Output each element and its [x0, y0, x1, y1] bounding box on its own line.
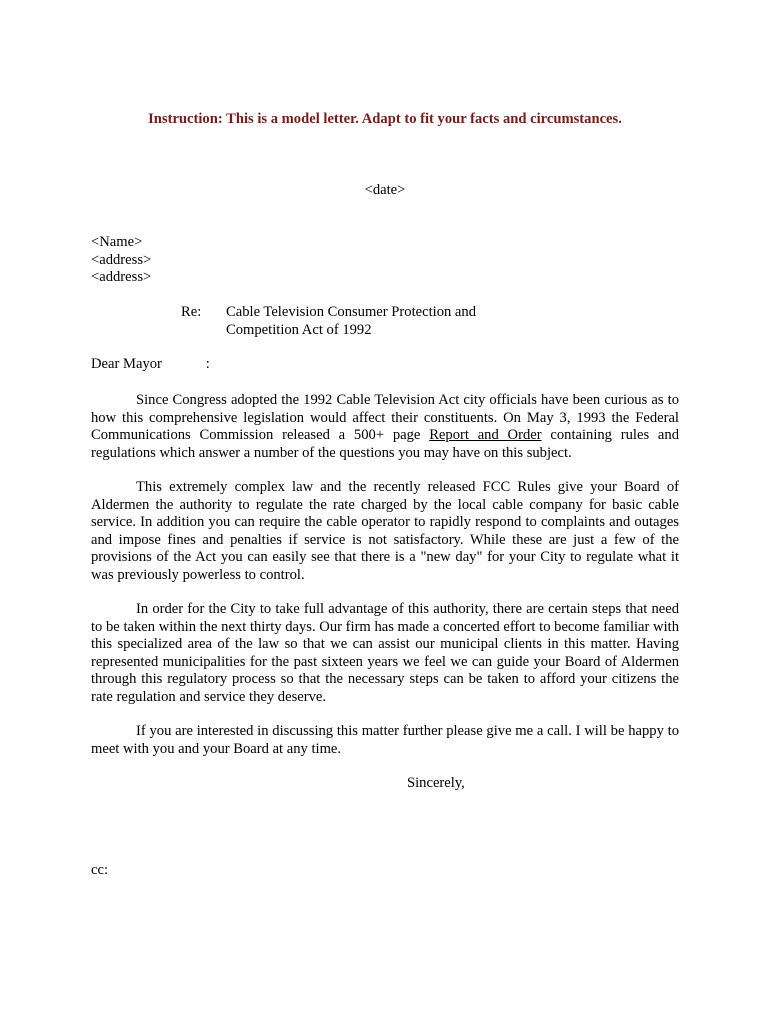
instruction-note: Instruction: This is a model letter. Adapt to fit your facts and circumstances. [148, 111, 622, 127]
body-paragraph-2: This extremely complex law and the recently released FCC Rules give your Board of Aldermen the authority to regulate the rate charged by the local cable company for basic cable service. In addition you can require the cable operator to rapidly respond to complaints and outages and impose fines and penalties if service is not satisfactory. While these are just a few of the provisions of the Act you can easily see that there is a "new day" for your City to regulate what it was previously powerless to control. [91, 479, 679, 583]
date-placeholder: <date> [364, 182, 406, 198]
body-paragraph-4: If you are interested in discussing this matter further please give me a call. I will be happy to meet with you and your Board at any time. [91, 723, 679, 757]
salutation: Dear Mayor : [91, 356, 210, 372]
recipient-address-line-2: <address> [91, 269, 152, 285]
recipient-block [91, 234, 151, 287]
recipient-address-line-1: <address> [91, 251, 152, 268]
re-subject-line-2: Competition Act of 1992 [226, 321, 372, 338]
paragraph-1-text-start: Since Congress adopted the 1992 Cable Television Act city officials have been curious as to how this comprehensive legislation would affect their constituents. On May 3, 1993 the Federal Communications Commission released a 500+ page [91, 392, 679, 443]
report-and-order-title: Report and Order [429, 427, 542, 443]
re-subject-line-1: Cable Television Consumer Protection and [226, 304, 477, 320]
body-paragraph-1 [91, 392, 679, 462]
re-subject [226, 304, 476, 339]
recipient-name: <Name> [91, 234, 143, 250]
body-paragraph-3: In order for the City to take full advantage of this authority, there are certain steps that need to be taken within the next thirty days. Our firm has made a concerted effort to become familiar with this specialized area of the law so that we can assist our municipal clients in this matter. Having represented municipalities for the past sixteen years we feel we can guide your Board of Aldermen through this regulatory process so that the necessary steps can be taken to afford your citizens the rate regulation and service they deserve. [91, 601, 679, 705]
re-label: Re: [181, 304, 202, 320]
cc-line: cc: [91, 862, 109, 878]
paragraph-1-text-end: containing rules and regulations which answer a number of the questions you may have on this subject. [91, 427, 679, 461]
closing: Sincerely, [407, 775, 465, 791]
